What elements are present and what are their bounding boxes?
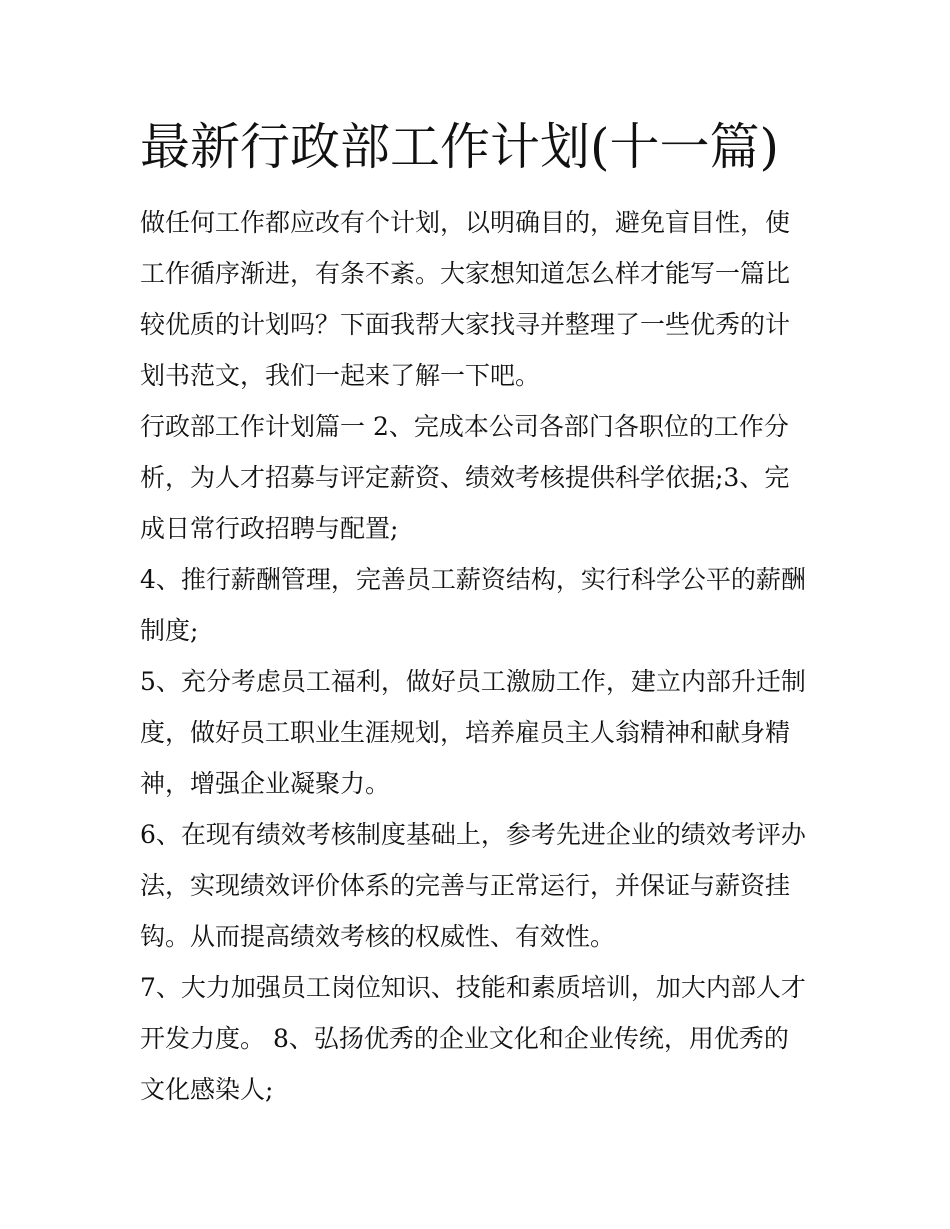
paragraph-intro: 做任何工作都应改有个计划，以明确目的，避免盲目性，使工作循序渐进，有条不紊。大家想知道怎么样才能写一篇比较优质的计划吗？下面我帮大家找寻并整理了一些优秀的计划书范文，我们一起来了解一下吧。 — [140, 208, 791, 390]
document-body — [140, 197, 812, 1115]
paragraph-item-2-3: 行政部工作计划篇一 2、完成本公司各部门各职位的工作分析，为人才招募与评定薪资、绩效考核提供科学依据;3、完成日常行政招聘与配置; — [140, 412, 790, 543]
paragraph-item-6: 6、在现有绩效考核制度基础上，参考先进企业的绩效考评办法，实现绩效评价体系的完善与正常运行，并保证与薪资挂钩。从而提高绩效考核的权威性、有效性。 — [140, 820, 806, 951]
paragraph-item-5: 5、充分考虑员工福利，做好员工激励工作，建立内部升迁制度，做好员工职业生涯规划，培养雇员主人翁精神和献身精神，增强企业凝聚力。 — [140, 667, 806, 798]
paragraph-item-7-8: 7、大力加强员工岗位知识、技能和素质培训，加大内部人才开发力度。 8、弘扬优秀的企业文化和企业传统，用优秀的文化感染人; — [140, 973, 806, 1104]
paragraph-item-4: 4、推行薪酬管理，完善员工薪资结构，实行科学公平的薪酬制度; — [140, 565, 806, 645]
page-title: 最新行政部工作计划(十一篇) — [140, 118, 780, 176]
